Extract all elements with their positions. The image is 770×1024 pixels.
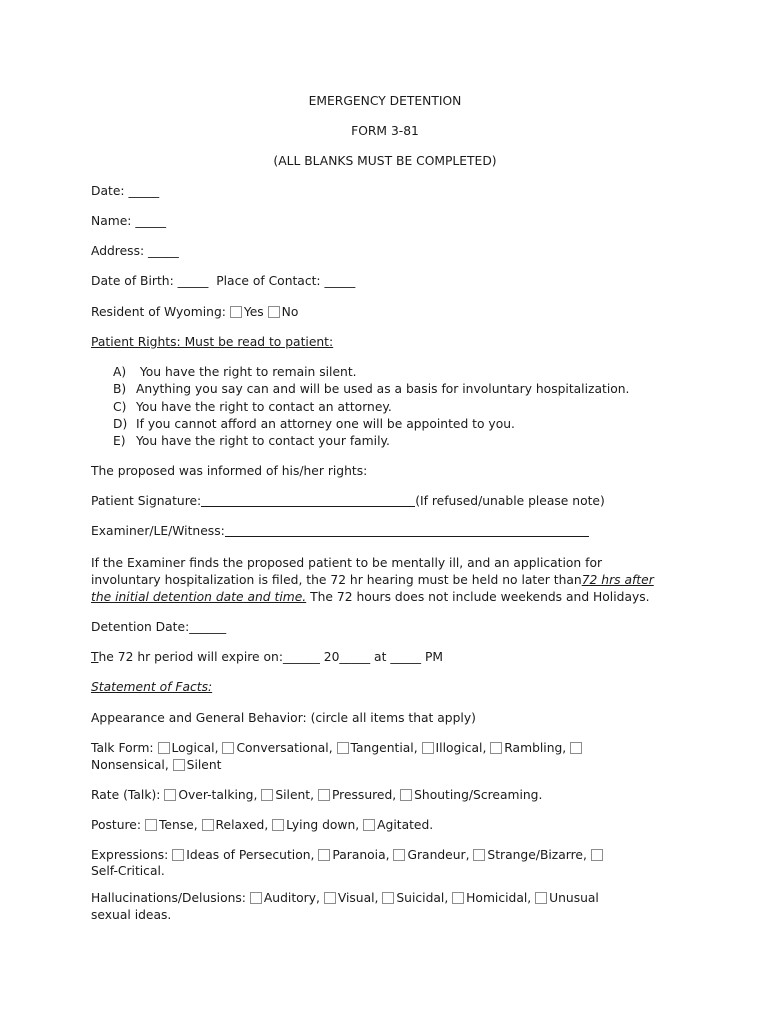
examiner-signature-label: Examiner/LE/Witness: [91,524,225,538]
examiner-signature-row [91,523,589,539]
talk-form-option: Conversational, [236,741,333,755]
talk-form-checkbox[interactable] [570,742,582,754]
form-number: FORM 3-81 [351,124,419,138]
resident-row [91,304,298,320]
expiration-text: he 72 hr period will expire on:______ 20_____ at _____ PM [98,650,444,664]
expressions-option: Strange/Bizarre, [487,848,587,862]
form-instruction: (ALL BLANKS MUST BE COMPLETED) [273,154,497,168]
expressions-option: Grandeur, [407,848,470,862]
posture-checkbox[interactable] [202,819,214,831]
expressions-checkbox[interactable] [318,849,330,861]
rate-checkbox[interactable] [318,789,330,801]
patient-signature-note: (If refused/unable please note) [415,494,605,508]
examiner-signature-line[interactable] [225,524,589,537]
hallucinations-option: Auditory, [263,891,320,905]
posture-checkbox[interactable] [363,819,375,831]
talk-form-checkbox[interactable] [422,742,434,754]
rate-label: Rate (Talk): [91,788,161,802]
resident-yes-checkbox[interactable] [230,306,242,318]
resident-label: Resident of Wyoming: [91,305,226,319]
rate-checkbox[interactable] [400,789,412,801]
posture-option: Relaxed, [215,818,269,832]
expressions-row-wrap [91,863,165,879]
place-of-contact-field[interactable]: Place of Contact: _____ [216,274,356,288]
resident-yes-label: Yes [243,305,264,319]
rights-item [113,399,629,416]
expressions-checkbox[interactable] [473,849,485,861]
talk-form-label: Talk Form: [91,741,154,755]
rights-item [113,381,629,398]
expiration-field[interactable] [91,649,443,665]
dob-row [91,273,355,289]
patient-signature-row [91,493,605,509]
rights-item-text: You have the right to contact your family. [136,434,390,449]
posture-checkbox[interactable] [145,819,157,831]
rights-item-text: You have the right to contact an attorney. [136,399,392,414]
hallucinations-checkbox[interactable] [250,892,262,904]
talk-form-option: Rambling, [504,741,567,755]
hallucinations-row-wrap: sexual ideas. [91,908,172,922]
hallucinations-checkbox[interactable] [382,892,394,904]
talk-form-option: Illogical, [435,741,487,755]
rights-item-letter: E) [113,434,126,449]
rate-row [91,787,542,803]
expressions-option: Paranoia, [332,848,390,862]
hallucinations-option: Unusual [549,891,599,905]
talk-form-option: Nonsensical, [91,758,169,772]
talk-form-row [91,740,584,756]
talk-form-row-wrap [91,757,221,773]
rights-item-letter: D) [113,416,128,431]
notice-line: If the Examiner finds the proposed patient to be mentally ill, and an application for [91,556,603,570]
rate-checkbox[interactable] [164,789,176,801]
hallucinations-option: Suicidal, [396,891,449,905]
rights-item-letter: B) [113,382,127,397]
hallucinations-checkbox[interactable] [535,892,547,904]
posture-row [91,817,433,833]
expressions-option: Ideas of Persecution, [186,848,315,862]
patient-signature-label: Patient Signature: [91,494,202,508]
hallucinations-label: Hallucinations/Delusions: [91,891,246,905]
dob-field[interactable]: Date of Birth: _____ [91,274,209,288]
form-title: EMERGENCY DETENTION [308,94,462,108]
posture-label: Posture: [91,818,142,832]
rate-option: Pressured, [331,788,397,802]
talk-form-option: Logical, [171,741,219,755]
expressions-checkbox[interactable] [591,849,603,861]
rights-heading: Patient Rights: Must be read to patient: [91,335,334,349]
notice-text: The 72 hours does not include weekends and Holidays. [306,590,650,604]
notice-emphasis: the initial detention date and time. [91,590,307,604]
rights-item-text: Anything you say can and will be used as a basis for involuntary hospitalization. [136,382,630,397]
rate-checkbox[interactable] [261,789,273,801]
expressions-row [91,847,605,863]
talk-form-checkbox[interactable] [337,742,349,754]
notice-line [91,589,650,605]
hallucinations-row [91,890,599,906]
expressions-label: Expressions: [91,848,169,862]
hallucinations-option: Visual, [337,891,379,905]
talk-form-checkbox[interactable] [490,742,502,754]
rate-option: Over-talking, [178,788,258,802]
expressions-checkbox[interactable] [172,849,184,861]
rights-informed-statement: The proposed was informed of his/her rights: [91,464,368,478]
resident-no-checkbox[interactable] [268,306,280,318]
notice-line [91,572,654,588]
rights-item [113,433,629,450]
hallucinations-checkbox[interactable] [452,892,464,904]
talk-form-option: Silent [186,758,222,772]
expressions-option: Self-Critical. [91,864,165,878]
hallucinations-option: Homicidal, [466,891,532,905]
posture-option: Tense, [158,818,198,832]
address-field[interactable]: Address: _____ [91,244,179,258]
posture-option: Agitated. [377,818,434,832]
talk-form-checkbox[interactable] [222,742,234,754]
rights-item [113,364,629,381]
patient-signature-line[interactable] [201,494,415,507]
date-field[interactable]: Date: _____ [91,184,160,198]
name-field[interactable]: Name: _____ [91,214,167,228]
rate-option: Shouting/Screaming. [414,788,543,802]
rights-item-letter: C) [113,399,127,414]
rights-item-letter: A) [113,365,127,379]
posture-option: Lying down, [286,818,360,832]
notice-text: involuntary hospitalization is filed, the 72 hr hearing must be held no later than [91,573,582,587]
statement-of-facts-heading: Statement of Facts: [91,680,213,694]
rate-option: Silent, [275,788,315,802]
notice-emphasis: 72 hrs after [581,573,654,587]
rights-item-text: If you cannot afford an attorney one will be appointed to you. [136,416,515,431]
talk-form-checkbox[interactable] [158,742,170,754]
talk-form-checkbox[interactable] [173,759,185,771]
talk-form-option: Tangential, [350,741,418,755]
rights-item [113,416,629,433]
expiration-initial: T [91,650,99,664]
rights-item-text: You have the right to remain silent. [136,365,357,379]
posture-checkbox[interactable] [272,819,284,831]
resident-no-label: No [281,305,299,319]
hallucinations-checkbox[interactable] [324,892,336,904]
rights-list [113,364,629,450]
appearance-heading: Appearance and General Behavior: (circle all items that apply) [91,711,476,725]
expressions-checkbox[interactable] [393,849,405,861]
detention-date-field[interactable]: Detention Date:______ [91,620,227,634]
